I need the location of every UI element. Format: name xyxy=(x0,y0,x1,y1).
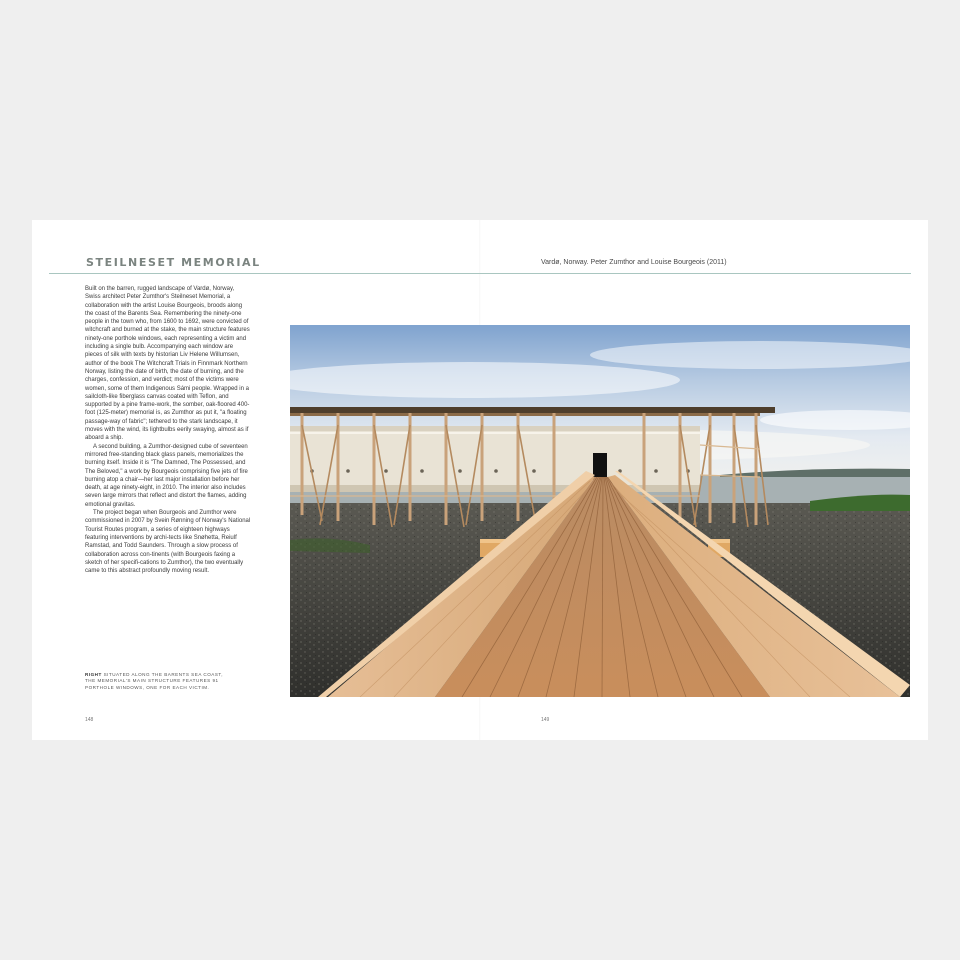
section-title: STEILNESET MEMORIAL xyxy=(86,256,261,269)
memorial-photo xyxy=(290,325,910,697)
header-rule xyxy=(49,273,911,274)
caption-lead: RIGHT xyxy=(85,672,102,677)
book-spread xyxy=(32,220,928,740)
body-text xyxy=(85,285,251,575)
page-number-right: 149 xyxy=(541,717,550,723)
location-credit: Vardø, Norway. Peter Zumthor and Louise Bourgeois (2011) xyxy=(541,259,727,266)
paragraph: The project began when Bourgeois and Zumthor were commissioned in 2007 by Svein Rønning of Norway's National Tourist Routes program, a series of eighteen highways featuring interventions by archi-tects like Snøhetta, Reiulf Ramstad, and Todd Saunders. Through a slow process of collaboration across con-tinents (with Bourgeois faxing a sketch of her specifi-cations to Zumthor), the two eventually came to this abstract profoundly moving result. xyxy=(85,510,251,575)
paragraph: A second building, a Zumthor-designed cube of seventeen mirrored free-standing black glass panels, memorializes the burning itself. Inside it is "The Damned, The Possessed, and The Beloved," a work by Bourgeois comprising five jets of fire burning atop a chair—her last major installation before her death, at age ninety-eight, in 2010. The interior also includes seven large mirrors that reflect and distort the flames, adding emotional gravitas. xyxy=(85,443,248,508)
page-number-left: 148 xyxy=(85,717,94,723)
paragraph: Built on the barren, rugged landscape of Vardø, Norway, Swiss architect Peter Zumthor's Steilneset Memorial, a collaboration with the artist Louise Bourgeois, broods along the coast of the Barents Sea. Remembering the ninety-one people in the town who, from 1600 to 1692, were convicted of witchcraft and burned at the stake, the main structure features ninety-one porthole windows, each representing a victim and including a single bulb. Accompanying each window are pieces of silk with texts by historian Liv Helene Willumsen, author of the book The Witchcraft Trials in Finnmark Northern Norway, listing the date of birth, the date of burning, and the charges, confession, and verdict; most of the victims were women, some of them Indigenous Sámi people. Wrapped in a sailcloth-like fiberglass canvas coated with Teflon, and supported by a pine frame-work, the somber, oak-floored 400-foot (125-meter) memorial is, as Zumthor as put it, "a floating passage-way of fabric"; tethered to the stark landscape, it moves with the wind, its lightbulbs eerily swaying, almost as if aboard a ship. xyxy=(85,286,250,442)
caption-text: SITUATED ALONG THE BARENTS SEA COAST, THE MEMORIAL'S MAIN STRUCTURE FEATURES 91 PORTHOLE WINDOWS, ONE FOR EACH VICTIM. xyxy=(85,672,223,690)
photo-caption xyxy=(85,672,235,691)
